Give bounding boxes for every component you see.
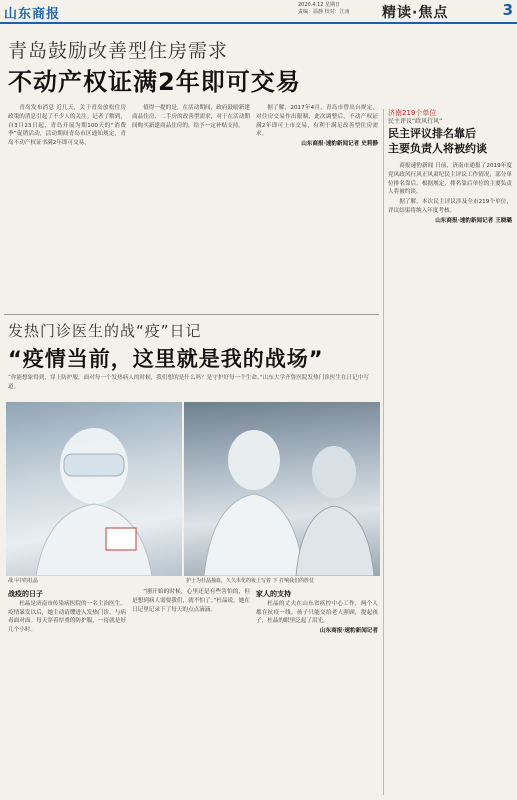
- sidebar-title-line2: 主要负责人将被约谈: [388, 142, 487, 155]
- sidebar-story: [383, 109, 513, 795]
- story1-byline: 山东商报·速豹新闻记者 史莉静: [301, 141, 378, 148]
- issue-date: [298, 2, 350, 16]
- sidebar-byline: 山东商报·速豹新闻记者 王晓璐: [435, 217, 512, 224]
- story1-column-1: [8, 104, 126, 312]
- date-line: 2020.4.12 星期日: [298, 2, 341, 8]
- story2-paragraph: 杜晶是济南市传染病医院的一名主治医生。疫情暴发以后，她主动请缨进入发热门诊，与病毒面对面。每天穿着厚重的防护服，一待就是好几个小时。: [8, 600, 126, 634]
- story2-column-3: [256, 588, 378, 796]
- photo-caption-right: 护士为杜晶抽血，久久未化的妆上写着 下 打响我们的胜仗: [186, 578, 315, 584]
- story1-paragraph: 值得一提的是，在活动期间，政府鼓励新建商品住房、二手房的改善型需求，对于在活动期间购买新建商品住房的，给予一定补贴支持。: [132, 105, 250, 129]
- nurse-scene-image: [184, 402, 380, 576]
- photo-nurse-drawing-blood: [184, 402, 380, 576]
- photo-doctor-in-ppe: [6, 402, 182, 576]
- story2-column-2: [132, 588, 250, 796]
- story1-paragraph: 青岛发布消息 近几天，关于青岛放松住房政策的消息引起了不少人的关注。记者了解到，自3月23日起，青岛开展为期100天的“消费季”促销活动，活动期间青岛市区通知规定，青岛不动产权证书满2年即可交易。: [8, 105, 126, 147]
- story2-intro: “你能想象得到，穿上防护服，面对每一个发热病人的时候，我们想的是什么吗？是守护好每一个生命。”山东大学齐鲁医院发热门诊医生在日记中写道。: [8, 375, 369, 390]
- masthead: [0, 0, 517, 24]
- sidebar-subtitle: 民主评议“政风行风”: [388, 118, 443, 125]
- story2-kicker: 发热门诊医生的战“疫”日记: [8, 322, 202, 340]
- sidebar-body: [388, 162, 512, 226]
- story1-kicker: 青岛鼓励改善型住房需求: [8, 40, 229, 62]
- sidebar-paragraph: 商报速豹新闻 日前，济南市通报了2019年度党风政风行风正风肃纪民主评议工作情况，部分单位排名靠后。根据规定，排名靠后单位的主要负责人将被约谈。: [388, 163, 512, 196]
- section-title: 精读·焦点: [382, 5, 449, 21]
- story2-paragraph: “刚开始的时候，心里还是有些害怕的，但是想到病人需要我们，就不怕了。”杜晶说，她在日记里记录下了每天的点点滴滴。: [132, 589, 250, 613]
- story2-column-1: [8, 588, 126, 796]
- story2-subhead: 战疫的日子: [8, 590, 43, 598]
- sidebar-kicker: 济南219个单位: [388, 109, 437, 117]
- story1-title: 不动产权证满2年即可交易: [8, 68, 301, 96]
- sidebar-paragraph: 据了解，本次民主评议涉及全市219个单位，评议结果将纳入年度考核。: [388, 199, 512, 214]
- section-divider: [4, 314, 379, 315]
- page-number: 3: [502, 1, 513, 19]
- doctor-figure-image: [6, 402, 182, 576]
- story2-title: “疫情当前，这里就是我的战场”: [8, 347, 324, 371]
- story2-paragraph: 杜晶的丈夫在山东省疾控中心工作，两个人都在抗疫一线。孩子只能交给老人照顾，提起孩子，杜晶的眼里泛起了泪光。: [256, 600, 378, 625]
- photo-caption-left: 战斗中的杜晶: [8, 578, 39, 584]
- story2-byline: 山东商报·速豹新闻记者: [319, 628, 378, 635]
- story1-column-2: [132, 104, 250, 312]
- newspaper-logo: 山东商报: [4, 7, 61, 22]
- story1-column-3: [256, 104, 378, 312]
- story2-subhead: 家人的支持: [256, 590, 291, 598]
- sidebar-title-line1: 民主评议排名靠后: [388, 127, 476, 140]
- story1-paragraph: 据了解，2017年4月，青岛市曾出台规定，对住房交易作出限制，此次调整后，不动产权证满2年即可上市交易，有利于满足改善型住房需求。: [256, 105, 378, 138]
- editor-line: 责编：温静 校对：江南: [298, 9, 350, 15]
